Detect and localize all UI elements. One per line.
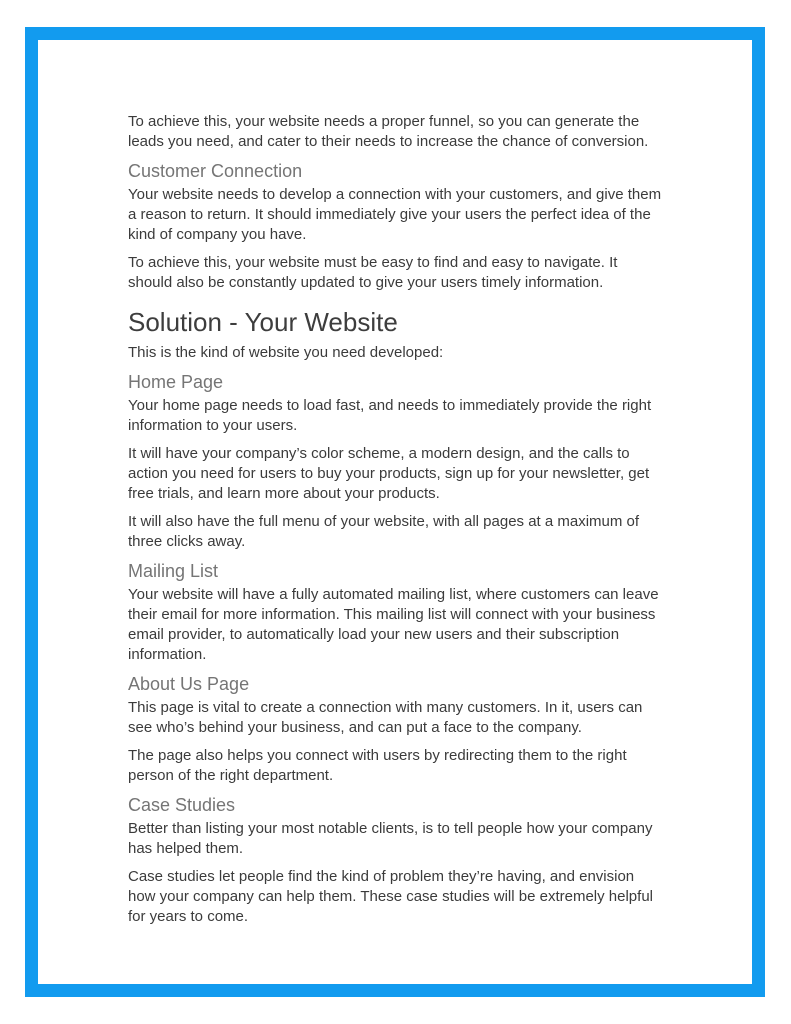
document-content bbox=[38, 40, 665, 927]
paragraph-mailing-list-1: Your website will have a fully automated mailing list, where customers can leave their email for more information. This mailing list will connect with your business email provider, to automatically load your new users and their subscription information. bbox=[128, 586, 659, 663]
paragraph-home-page-1: Your home page needs to load fast, and needs to immediately provide the right information to your users. bbox=[128, 397, 652, 434]
paragraph-customer-connection-1: Your website needs to develop a connection with your customers, and give them a reason to return. It should immediately give your users the perfect idea of the kind of company you have. bbox=[128, 186, 662, 243]
section-heading-customer-connection: Customer Connection bbox=[128, 161, 303, 181]
paragraph-case-studies-1: Better than listing your most notable clients, is to tell people how your company has helped them. bbox=[128, 820, 653, 857]
document-page bbox=[25, 27, 765, 997]
section-heading-case-studies: Case Studies bbox=[128, 795, 236, 815]
paragraph-home-page-3: It will also have the full menu of your website, with all pages at a maximum of three clicks away. bbox=[128, 513, 640, 550]
section-heading-about-us-page: About Us Page bbox=[128, 674, 250, 694]
paragraph-customer-connection-2: To achieve this, your website must be easy to find and easy to navigate. It should also be constantly updated to give your users timely information. bbox=[128, 254, 618, 291]
paragraph-solution-intro: This is the kind of website you need developed: bbox=[128, 344, 444, 361]
paragraph-funnel-intro: To achieve this, your website needs a proper funnel, so you can generate the leads you need, and cater to their needs to increase the chance of conversion. bbox=[128, 113, 649, 150]
paragraph-about-us-2: The page also helps you connect with users by redirecting them to the right person of the right department. bbox=[128, 747, 627, 784]
paragraph-home-page-2: It will have your company’s color scheme, a modern design, and the calls to action you need for users to buy your products, sign up for your newsletter, get free trials, and learn more about your products. bbox=[128, 445, 650, 502]
title-solution-your-website: Solution - Your Website bbox=[128, 307, 398, 337]
section-heading-home-page: Home Page bbox=[128, 372, 224, 392]
section-heading-mailing-list: Mailing List bbox=[128, 561, 219, 581]
paragraph-case-studies-2: Case studies let people find the kind of problem they’re having, and envision how your company can help them. These case studies will be extremely helpful for years to come. bbox=[128, 868, 653, 925]
paragraph-about-us-1: This page is vital to create a connection with many customers. In it, users can see who’s behind your business, and can put a face to the company. bbox=[128, 699, 643, 736]
